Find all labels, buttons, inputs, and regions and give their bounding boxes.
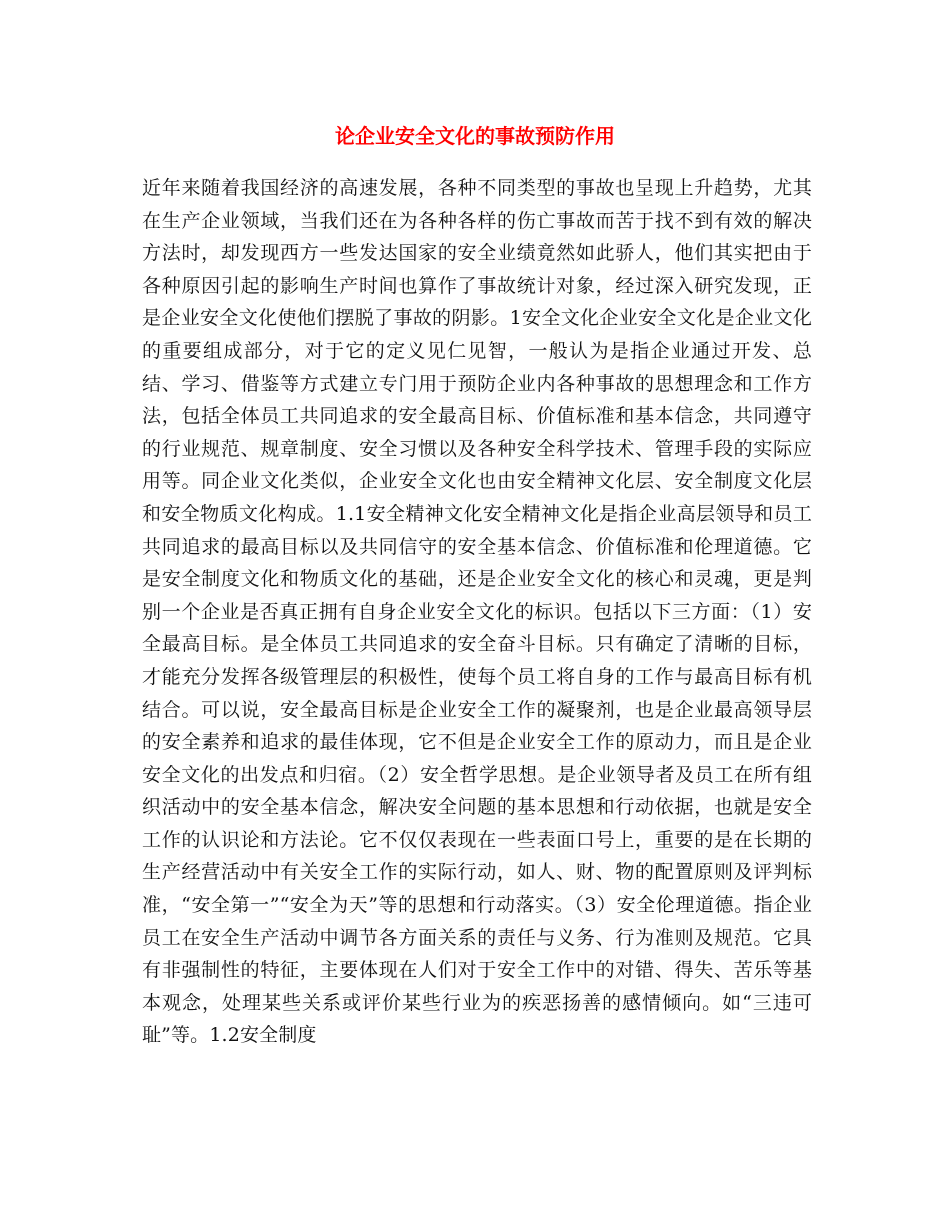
document-title: 论企业安全文化的事故预防作用 (335, 124, 615, 148)
document-body-paragraph: 近年来随着我国经济的高速发展，各种不同类型的事故也呈现上升趋势，尤其在生产企业领域，当我们还在为各种各样的伤亡事故而苦于找不到有效的解决方法时，却发现西方一些发达国家的安全业绩竟然如此骄人，他们其实把由于各种原因引起的影响生产时间也算作了事故统计对象，经过深入研究发现，正是企业安全文化使他们摆脱了事故的阴影。1安全文化企业安全文化是企业文化的重要组成部分，对于它的定义见仁见智，一般认为是指企业通过开发、总结、学习、借鉴等方式建立专门用于预防企业内各种事故的思想理念和工作方法，包括全体员工共同追求的安全最高目标、价值标准和基本信念，共同遵守的行业规范、规章制度、安全习惯以及各种安全科学技术、管理手段的实际应用等。同企业文化类似，企业安全文化也由安全精神文化层、安全制度文化层和安全物质文化构成。1.1安全精神文化安全精神文化是指企业高层领导和员工共同追求的最高目标以及共同信守的安全基本信念、价值标准和伦理道德。它是安全制度文化和物质文化的基础，还是企业安全文化的核心和灵魂，更是判别一个企业是否真正拥有自身企业安全文化的标识。包括以下三方面：（1）安全最高目标。是全体员工共同追求的安全奋斗目标。只有确定了清晰的目标，才能充分发挥各级管理层的积极性，使每个员工将自身的工作与最高目标有机结合。可以说，安全最高目标是企业安全工作的凝聚剂，也是企业最高领导层的安全素养和追求的最佳体现，它不但是企业安全工作的原动力，而且是企业安全文化的出发点和归宿。（2）安全哲学思想。是企业领导者及员工在所有组织活动中的安全基本信念，解决安全问题的基本思想和行动依据，也就是安全工作的认识论和方法论。它不仅仅表现在一些表面口号上，重要的是在长期的生产经营活动中有关安全工作的实际行动，如人、财、物的配置原则及评判标准，“安全第一”“安全为天”等的思想和行动落实。（3）安全伦理道德。指企业员工在安全生产活动中调节各方面关系的责任与义务、行为准则及规范。它具有非强制性的特征，主要体现在人们对于安全工作中的对错、得失、苦乐等基本观念，处理某些关系或评价某些行业为的疾恶扬善的感情倾向。如“三违可耻”等。1.2安全制度 (142, 177, 812, 1047)
